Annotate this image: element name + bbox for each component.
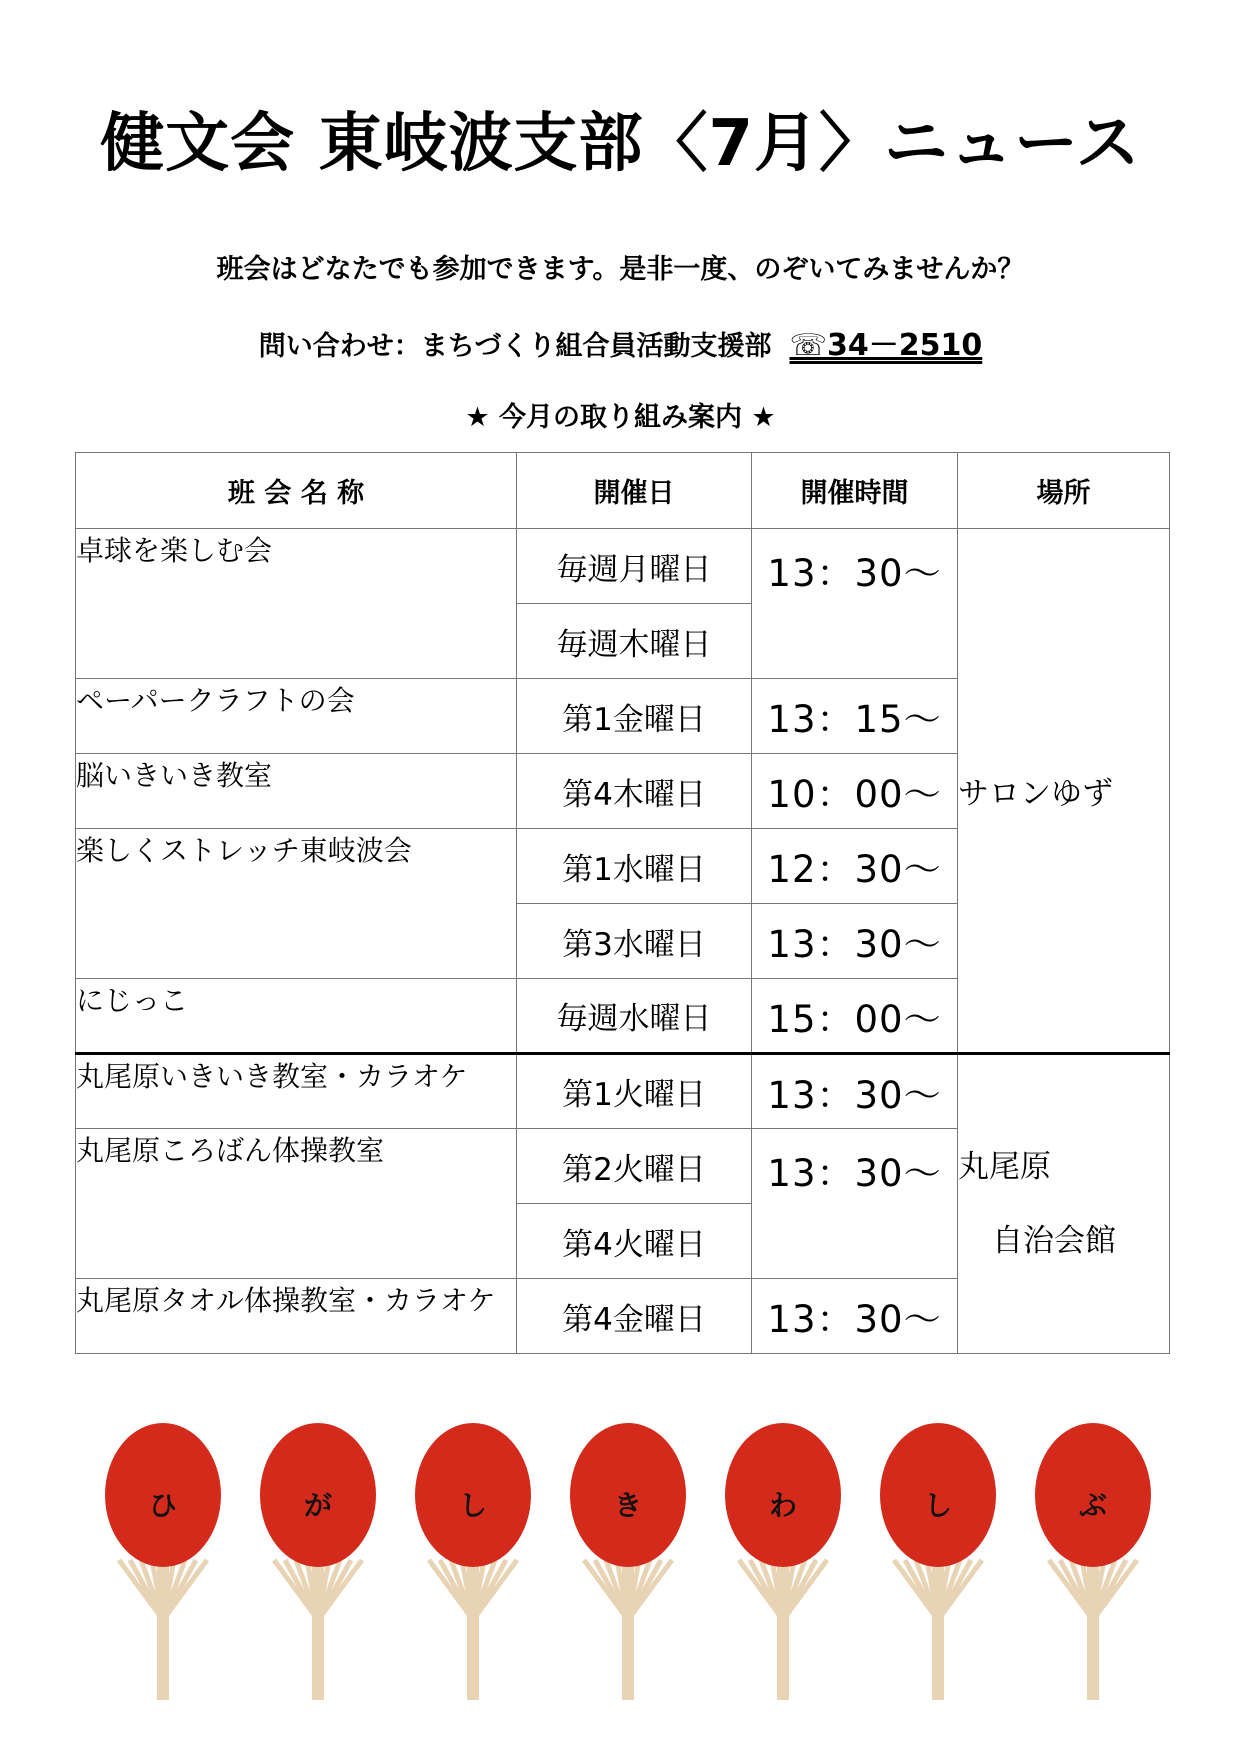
meeting-day: 第3水曜日 — [517, 904, 752, 979]
meeting-day: 毎週木曜日 — [517, 604, 752, 679]
meeting-day: 第4火曜日 — [517, 1204, 752, 1279]
meeting-day: 毎週水曜日 — [517, 979, 752, 1054]
meeting-time: 13：15～ — [752, 679, 958, 754]
fan-character: ぶ — [1078, 1489, 1108, 1522]
venue-line-1: 丸尾原 — [958, 1149, 1051, 1185]
group-name: 丸尾原タオル体操教室・カラオケ — [76, 1279, 517, 1354]
group-name: 丸尾原ころばん体操教室 — [76, 1129, 517, 1279]
group-name: 丸尾原いきいき教室・カラオケ — [76, 1054, 517, 1129]
header-day: 開催日 — [517, 453, 752, 529]
group-name: 卓球を楽しむ会 — [76, 529, 517, 679]
contact-phone: ☏34－2510 — [789, 328, 983, 363]
venue-salon-yuzu: サロンゆず — [958, 529, 1170, 1054]
meeting-time: 15：00～ — [752, 979, 958, 1054]
uchiwa-fan — [1035, 1423, 1151, 1700]
meeting-day: 毎週月曜日 — [517, 529, 752, 604]
group-name: 楽しくストレッチ東岐波会 — [76, 829, 517, 979]
meeting-day: 第4金曜日 — [517, 1279, 752, 1354]
meeting-time: 12：30～ — [752, 829, 958, 904]
uchiwa-fan — [415, 1423, 531, 1700]
page-title: 健文会 東岐波支部〈7月〉ニュース — [100, 107, 1141, 181]
meeting-time: 13：30～ — [752, 1279, 958, 1354]
header-time: 開催時間 — [752, 453, 958, 529]
uchiwa-fan — [260, 1423, 376, 1700]
fan-character: が — [303, 1489, 333, 1522]
meeting-time: 13：30～ — [752, 1054, 958, 1129]
fan-character: ひ — [148, 1489, 178, 1522]
uchiwa-fan — [570, 1423, 686, 1700]
uchiwa-fan — [880, 1423, 996, 1700]
header-place: 場所 — [958, 453, 1170, 529]
group-name: 脳いきいき教室 — [76, 754, 517, 829]
meeting-time: 13：30～ — [752, 1129, 958, 1279]
group-name: にじっこ — [76, 979, 517, 1054]
header-name: 班 会 名 称 — [76, 453, 517, 529]
meeting-day: 第1火曜日 — [517, 1054, 752, 1129]
meeting-day: 第1水曜日 — [517, 829, 752, 904]
meeting-day: 第1金曜日 — [517, 679, 752, 754]
intro-text: 班会はどなたでも参加できます。是非一度、のぞいてみませんか？ — [216, 254, 1025, 285]
group-name: ペーパークラフトの会 — [76, 679, 517, 754]
section-heading: ★ 今月の取り組み案内 ★ — [465, 402, 776, 433]
uchiwa-fan — [105, 1423, 221, 1700]
meeting-time: 13：30～ — [752, 529, 958, 679]
fan-character: き — [613, 1489, 643, 1522]
contact-label: 問い合わせ：まちづくり組合員活動支援部 — [258, 331, 772, 362]
meeting-time: 13：30～ — [752, 904, 958, 979]
fan-character: し — [923, 1489, 953, 1522]
meeting-time: 10：00～ — [752, 754, 958, 829]
meeting-day: 第4木曜日 — [517, 754, 752, 829]
venue-line-2: 自治会館 — [992, 1223, 1116, 1259]
fan-character: わ — [768, 1489, 798, 1522]
uchiwa-fan — [725, 1423, 841, 1700]
meeting-day: 第2火曜日 — [517, 1129, 752, 1204]
fan-character: し — [458, 1489, 488, 1522]
